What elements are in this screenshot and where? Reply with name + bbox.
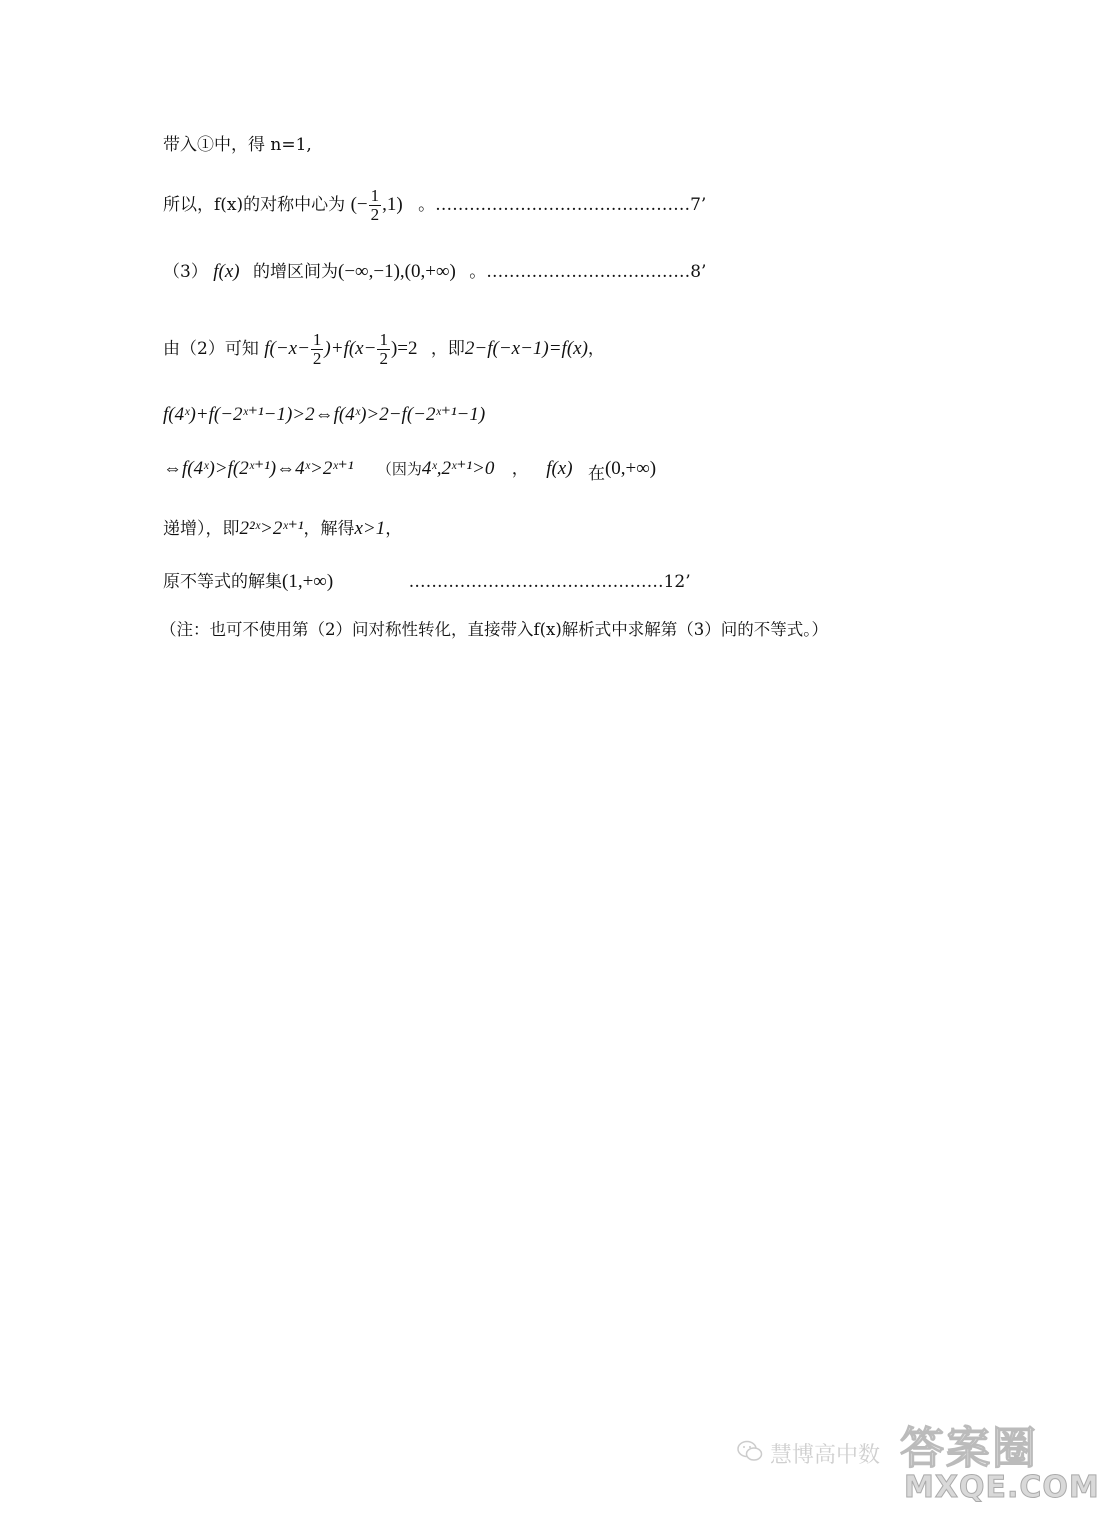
- math-c: )=2: [390, 338, 418, 359]
- text-end: ，: [385, 519, 403, 539]
- frac-num: 1: [370, 186, 380, 205]
- text-mid: 的增区间为: [253, 262, 339, 282]
- line-increasing-interval: [163, 260, 706, 284]
- line-symmetry-center: [163, 187, 706, 224]
- text-end: ，: [587, 339, 605, 359]
- frac-den: 2: [370, 205, 380, 224]
- line-note: （注：也可不使用第（2）问对称性转化，直接带入f(x)解析式中求解第（3）问的不等式。）: [160, 620, 829, 639]
- text-on: 在: [587, 464, 605, 484]
- math-result: x>1: [354, 518, 386, 539]
- math-solution: (1,+∞): [282, 571, 334, 592]
- part-3-label: （3）: [163, 262, 208, 282]
- fraction-2: [377, 331, 390, 368]
- math-fx: f(x): [546, 458, 573, 479]
- frac-den: 2: [379, 349, 388, 368]
- watermark-logo-bottom: MXQE.COM: [904, 1470, 1100, 1505]
- score-8: 。………………………………8’: [469, 262, 707, 282]
- line-substitute: 带入①中，得 n=1,: [163, 135, 312, 155]
- frac-den: 2: [312, 349, 322, 368]
- math-b: )+f(x−: [324, 338, 377, 359]
- text-because: （因为: [376, 460, 422, 478]
- math-open: (−: [350, 194, 368, 215]
- watermark-logo: [900, 1412, 1100, 1518]
- line-from-part2: [163, 331, 605, 368]
- math-close: ,1): [382, 194, 403, 215]
- math-a: f(−x−: [264, 338, 310, 359]
- math-fx: f(x): [213, 261, 240, 282]
- watermark-source: 慧博高中数: [770, 1443, 881, 1468]
- math-power-compare: 2²ˣ>2ˣ⁺¹: [239, 518, 304, 539]
- text-solution-set: 原不等式的解集: [163, 572, 282, 592]
- text-prefix: 所以，f(x)的对称中心为: [163, 195, 346, 215]
- math-equivalence: ⇔f(4ˣ)>f(2ˣ⁺¹)⇔4ˣ>2ˣ⁺¹: [163, 458, 354, 479]
- text-mid: ，即: [430, 339, 465, 359]
- wechat-icon: [737, 1440, 763, 1462]
- line-inequality-1: f(4ˣ)+f(−2ˣ⁺¹−1)>2⇔f(4ˣ)>2−f(−2ˣ⁺¹−1): [163, 404, 486, 425]
- line-solution-set: [163, 570, 691, 594]
- line-inequality-2: [163, 457, 657, 484]
- fraction-half: [369, 187, 382, 224]
- text-solve: ，解得: [303, 519, 355, 539]
- math-positive: 4ˣ,2ˣ⁺¹>0: [421, 458, 495, 479]
- fraction-1: [311, 331, 324, 368]
- text-increasing: 递增），即: [163, 519, 240, 539]
- score-7: 。………………………………………7’: [418, 195, 707, 215]
- math-interval: (0,+∞): [604, 458, 657, 479]
- frac-num: 1: [312, 330, 322, 349]
- math-d: 2−f(−x−1)=f(x): [464, 338, 588, 359]
- line-solve: [163, 517, 402, 541]
- watermark-logo-top: 答案圈: [900, 1423, 1038, 1474]
- text-comma: ，: [511, 459, 529, 479]
- frac-num: 1: [379, 330, 388, 349]
- text-prefix: 由（2）可知: [163, 339, 259, 359]
- math-intervals: (−∞,−1),(0,+∞): [338, 261, 456, 282]
- score-12: ………………………………………12’: [408, 572, 691, 592]
